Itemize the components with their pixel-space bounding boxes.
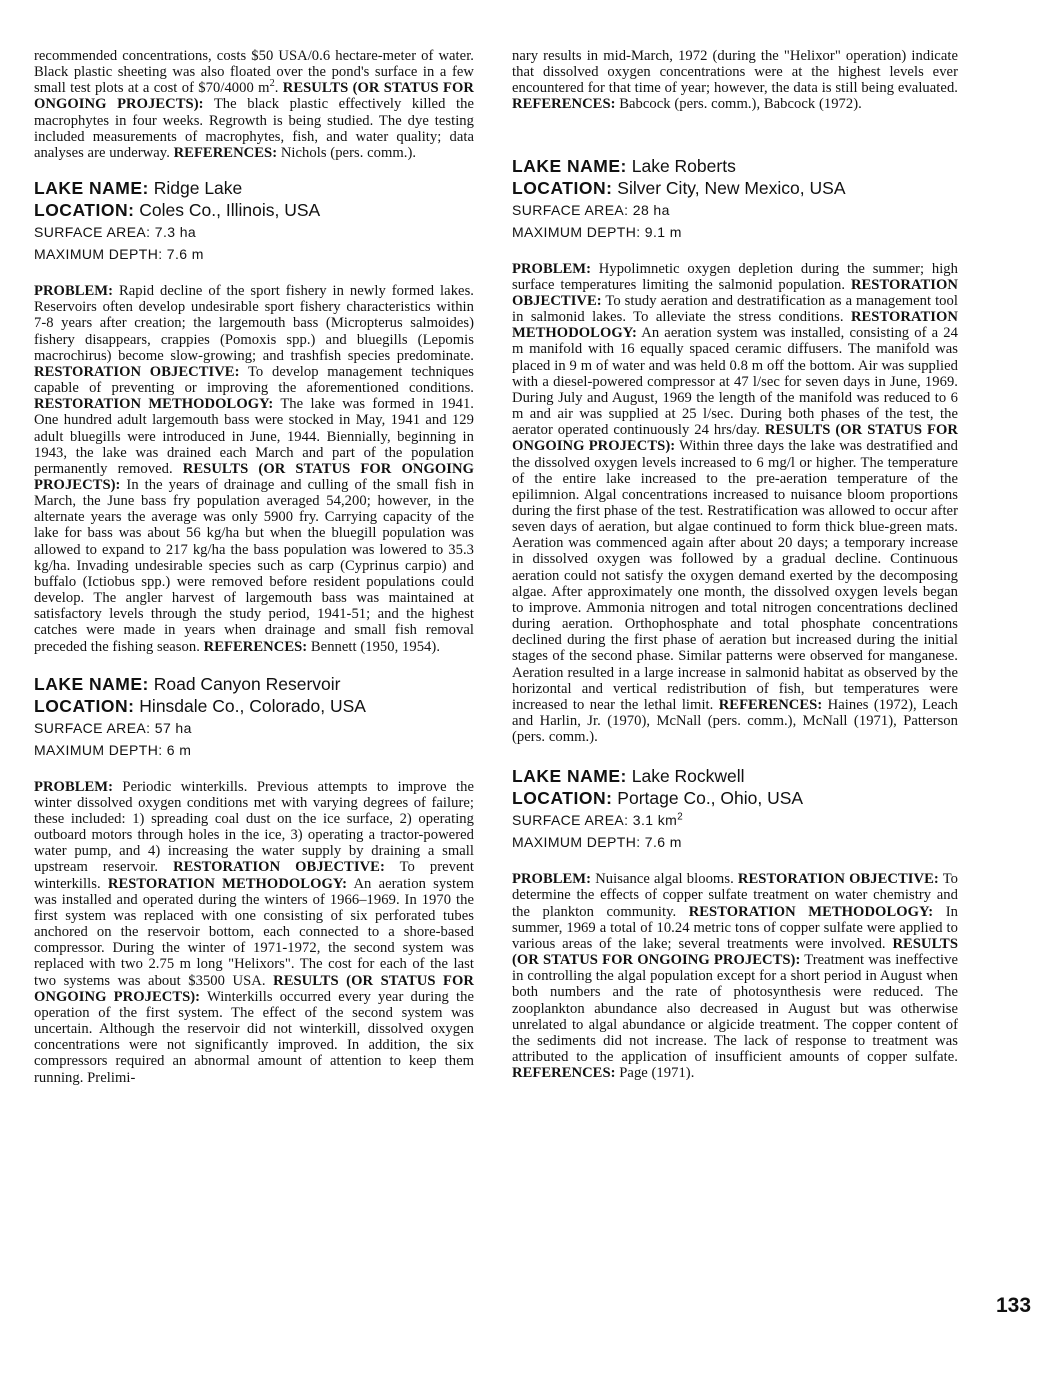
- surface-area-line: SURFACE AREA: 7.3 ha: [34, 224, 197, 241]
- lake-name-value: Lake Rockwell: [631, 766, 745, 787]
- left-continuation-text: recommended concentrations, costs $50 USA/0.6 hectare-meter of water. Black plastic sheeting was also floated over the pond's surface in a few small test plots at a cost of $70/4000 $m^2$. RESULTS (OR STATUS FOR ONGOING PROJECTS): The black plastic effectively killed the macrophytes in four weeks. Regrowth is being studied. The dye testing included measurements of macrophytes, fish, and water quality; data analyses are underway. REFERENCES: Nichols (pers. comm.).: [34, 48, 474, 161]
- lake-name-line: LAKE NAME: Road Canyon Reservoir: [34, 673, 341, 694]
- lake-name-line: LAKE NAME: Lake Rockwell: [512, 766, 745, 787]
- lake-roberts-header: [512, 155, 958, 243]
- location-line: LOCATION: Coles Co., Illinois, USA: [34, 200, 321, 221]
- max-depth-line: MAXIMUM DEPTH: 6 m: [34, 741, 192, 758]
- surface-area-line: SURFACE AREA: 3.1 $km^2$: [512, 811, 684, 829]
- surface-area-value: 28 ha: [632, 201, 670, 218]
- max-depth-line: MAXIMUM DEPTH: 9.1 m: [512, 223, 682, 240]
- location-value: Coles Co., Illinois, USA: [139, 200, 321, 221]
- location-line: LOCATION: Silver City, New Mexico, USA: [512, 177, 846, 198]
- max-depth-value: 6 m: [166, 741, 192, 758]
- max-depth-value: 9.1 m: [644, 223, 682, 240]
- location-line: LOCATION: Portage Co., Ohio, USA: [512, 788, 804, 809]
- max-depth-line: MAXIMUM DEPTH: 7.6 m: [512, 834, 682, 851]
- max-depth-value: 7.6 m: [644, 834, 682, 851]
- ridge-lake-header: [34, 177, 474, 265]
- right-continuation-text: nary results in mid-March, 1972 (during the "Helixor" operation) indicate that dissolved oxygen concentrations were at the highest levels ever encountered for that time of year; however, the data is still being evaluated. REFERENCES: Babcock (pers. comm.), Babcock (1972).: [512, 48, 958, 113]
- surface-area-value: 7.3 ha: [154, 224, 197, 241]
- max-depth-value: 7.6 m: [166, 246, 204, 263]
- surface-area-value: 3.1 $km^2$: [632, 811, 684, 829]
- location-line: LOCATION: Hinsdale Co., Colorado, USA: [34, 695, 366, 716]
- road-canyon-header: [34, 673, 474, 761]
- lake-rockwell-text: PROBLEM: Nuisance algal blooms. RESTORATION OBJECTIVE: To determine the effects of copper sulfate treatment on water chemistry and the plankton community. RESTORATION METHODOLOGY: In summer, 1969 a total of 10.24 metric tons of copper sulfate were applied to various areas of the lake; several treatments were involved. RESULTS (OR STATUS FOR ONGOING PROJECTS): Treatment was ineffective in controlling the algal population except for a short period in August when both numbers and the rate of photosynthesis were reduced. The zooplankton abundance also decreased in August but was otherwise unrelated to algal abundance or algicide treatment. The copper content of the sediments did not increase. The lack of response to treatment was attributed to the application of insufficient amounts of copper sulfate. REFERENCES: Page (1971).: [512, 871, 958, 1082]
- ridge-lake-text: PROBLEM: Rapid decline of the sport fishery in newly formed lakes. Reservoirs often develop undesirable sport fishery characteristics within 7-8 years after creation; the largemouth bass (Micropterus salmoides) fishery disappears, crappies (Pomoxis spp.) and bluegills (Lepomis macrochirus) become slow-growing; and trashfish species predominate. RESTORATION OBJECTIVE: To develop management techniques capable of preventing or improving the aforementioned conditions. RESTORATION METHODOLOGY: The lake was formed in 1941. One hundred adult largemouth bass were stocked in May, 1941 and 129 adult bluegills were introduced in June, 1944. Biennially, beginning in 1943, the lake was drained each March and part of the population permanently removed. RESULTS (OR STATUS FOR ONGOING PROJECTS): In the years of drainage and culling of the small fish in March, the June bass fry population averaged 54,200; however, in the alternate years the average was only 5900 fry. Carrying capacity of the lake for bass was about 56 kg/ha but when the bluegill population was allowed to expand to 217 kg/ha the bass population was lowered to 35.3 kg/ha. Invading undesirable species such as carp (Cyprinus carpio) and buffalo (Ictiobus spp.) were removed before resident populations could develop. The angler harvest of largemouth bass was maintained at satisfactory levels through the study period, 1941-51; and the highest catches were made in years when drainage and small fish removal preceded the fishing season. REFERENCES: Bennett (1950, 1954).: [34, 283, 474, 655]
- road-canyon-text: PROBLEM: Periodic winterkills. Previous attempts to improve the winter dissolved oxygen conditions met with varying degrees of failure; these included: 1) spreading coal dust on the ice surface, 2) operating outboard motors through holes in the ice, 3) operating a tractor-powered water pump, and 4) increasing the water supply by draining a small upstream reservoir. RESTORATION OBJECTIVE: To prevent winterkills. RESTORATION METHODOLOGY: An aeration system was installed and operated during the winters of 1966–1969. In 1970 the first system was replaced with one consisting of six perforated tubes anchored on the reservoir bottom, each connected to a shore-based compressor. During the winter of 1971-1972, the second system was replaced with two 2.75 m long "Helixors". The cost for each of the last two systems was about $3500 USA. RESULTS (OR STATUS FOR ONGOING PROJECTS): Winterkills occurred every year during the operation of the first system. The effect of the second system was uncertain. Although the reservoir did not winterkill, dissolved oxygen concentrations were not significantly improved. In addition, the six compressors required an abnormal amount of attention to keep them running. Prelimi-: [34, 778, 474, 1086]
- left-column: [34, 48, 474, 1086]
- lake-name-value: Ridge Lake: [153, 178, 243, 199]
- lake-rockwell-header: [512, 765, 958, 853]
- surface-area-line: SURFACE AREA: 57 ha: [34, 719, 192, 736]
- lake-name-value: Road Canyon Reservoir: [153, 673, 341, 694]
- location-value: Portage Co., Ohio, USA: [617, 788, 804, 809]
- page-number: 133: [996, 1294, 1032, 1317]
- surface-area-value: 57 ha: [154, 719, 192, 736]
- lake-name-line: LAKE NAME: Ridge Lake: [34, 178, 243, 199]
- location-value: Hinsdale Co., Colorado, USA: [139, 695, 366, 716]
- lake-name-value: Lake Roberts: [631, 155, 736, 176]
- surface-area-line: SURFACE AREA: 28 ha: [512, 201, 670, 218]
- lake-roberts-text: PROBLEM: Hypolimnetic oxygen depletion during the summer; high surface temperatures limiting the salmonid population. RESTORATION OBJECTIVE: To study aeration and destratification as a management tool in salmonid lakes. To alleviate the stress conditions. RESTORATION METHODOLOGY: An aeration system was installed, consisting of a 24 m manifold with 16 equally spaced ceramic diffusers. The manifold was placed in 9 m of water and was held 0.8 m off the bottom. Air was supplied with a diesel-powered compressor at 47 l/sec for seven days in June, 1969. During July and August, 1969 the length of the manifold was reduced to 6 m and air was supplied at 25 l/sec. During both phases of the test, the aerator operated continuously 24 hrs/day. RESULTS (OR STATUS FOR ONGOING PROJECTS): Within three days the lake was destratified and the dissolved oxygen levels increased to 6 mg/l or higher. The temperature of the entire lake increased to the pre-aeration temperature of the epilimnion. Algal concentrations increased to nuisance bloom proportions during the first phase of the test. Restratification was allowed to occur after seven days of aeration, but algae continued to form thick blue-green mats. Aeration was commenced again after about 20 days; a temporary increase in dissolved oxygen was followed by a gradual decline. Continuous aeration could not satisfy the oxygen demand exerted by the decomposing algae. After approximately one month, the dissolved oxygen levels began to improve. Ammonia nitrogen and total nitrogen concentrations declined during aeration. Orthophosphate and total phosphate concentrations declined during the first phase of aeration but increased during the initial stages of the second phase. Similar patterns were observed for manganese. Aeration resulted in a large increase in salmonid habitat as observed by the horizontal and vertical redistribution of fish, but temperatures were increased to near the lethal limit. REFERENCES: Haines (1972), Leach and Harlin, Jr. (1970), McNall (pers. comm.), McNall (1971), Patterson (pers. comm.).: [512, 260, 958, 746]
- right-column: [512, 48, 958, 1081]
- location-value: Silver City, New Mexico, USA: [617, 177, 846, 198]
- lake-name-line: LAKE NAME: Lake Roberts: [512, 155, 736, 176]
- max-depth-line: MAXIMUM DEPTH: 7.6 m: [34, 246, 204, 263]
